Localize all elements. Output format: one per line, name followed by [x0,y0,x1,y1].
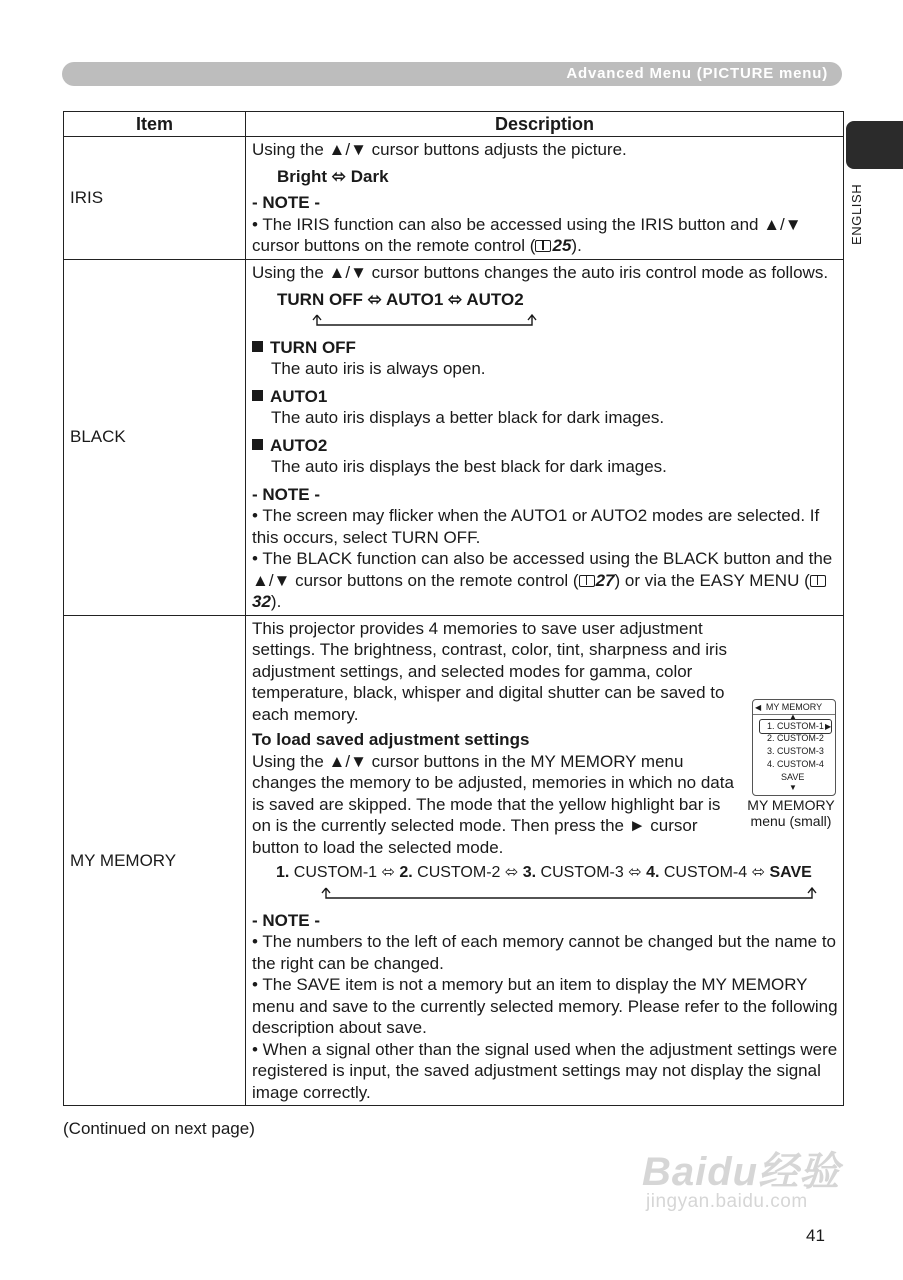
black-option-auto2 [252,435,838,478]
seq-save: SAVE [769,864,812,881]
iris-flow: Bright ⬄ Dark [277,166,389,186]
book-icon [810,575,826,587]
option-title: TURN OFF [270,337,356,357]
seq-item: CUSTOM-4 ⬄ [659,864,770,881]
continued-note: (Continued on next page) [63,1119,255,1138]
black-note-page-ref: 27 [595,570,615,590]
seq-num: 2. [399,864,413,881]
my-memory-note: • The numbers to the left of each memory cannot be changed but the name to the right can be changed. [252,932,836,973]
option-title: AUTO2 [270,435,328,455]
description-black [246,259,844,615]
page-number: 41 [806,1226,825,1245]
black-loop-arrow [252,311,838,333]
table-row-black [64,259,844,615]
description-iris [246,137,844,260]
memory-sequence [276,862,838,884]
watermark-brand: Baidu经验 [642,1150,841,1194]
option-title: AUTO1 [270,386,328,406]
seq-num: 3. [522,864,537,881]
panel-option[interactable]: 2. CUSTOM-2 [767,733,824,743]
seq-num: 1. [276,864,290,881]
panel-option[interactable]: 4. CUSTOM-4 [767,759,824,769]
item-name-black: BLACK [64,259,246,615]
panel-option[interactable]: 3. CUSTOM-3 [767,746,824,756]
black-note-2 [252,548,838,613]
my-memory-menu-panel [752,699,836,796]
my-memory-note: • The SAVE item is not a memory but an item to display the MY MEMORY menu and save to the currently selected memory. Please refer to the following description about save. [252,975,838,1037]
iris-note-end: ). [571,236,582,255]
table-row-my-memory [64,615,844,1106]
black-note-2-end: ). [270,592,282,611]
left-arrow-icon: ◀ [755,703,762,712]
panel-caption: MY MEMORY menu (small) [747,797,835,829]
book-icon [535,240,551,252]
seq-item: CUSTOM-2 ⬄ [412,864,523,881]
iris-note-text: • The IRIS function can also be accessed using the IRIS button and ▲/▼ cursor buttons on the remote control ( [252,214,802,255]
loop-arrow-icon [312,311,612,333]
book-icon [579,575,595,587]
black-flow: TURN OFF ⬄ AUTO1 ⬄ AUTO2 [277,290,524,309]
option-text: The auto iris is always open. [271,359,486,378]
my-memory-note: • When a signal other than the signal used when the adjustment settings were registered is input, the saved adjustment settings may not display the signal image correctly. [252,1039,838,1102]
down-arrow-icon: ▼ [789,783,797,792]
square-bullet-icon [252,341,263,352]
my-memory-note-title: - NOTE - [252,910,320,930]
black-note-2-text: ) or via the EASY MENU ( [614,570,810,590]
watermark [642,1140,840,1213]
description-my-memory [246,615,844,1106]
square-bullet-icon [252,439,263,450]
load-text: Using the ▲/▼ cursor buttons in the MY MEMORY menu changes the memory to be adjusted, memories in which no data is saved are skipped. The mode that the yellow highlight bar is on is the currently selected mode. Then press the ► cursor button to load the selected mode. [252,751,734,857]
panel-option-selected[interactable]: 1. CUSTOM-1 [759,719,832,734]
table-row-iris [64,137,844,260]
load-title: To load saved adjustment settings [252,730,530,749]
seq-item: CUSTOM-3 ⬄ [536,864,647,881]
language-tab [846,121,903,169]
black-option-turn-off [252,337,838,380]
memory-loop-arrow [252,884,838,906]
column-header-description: Description [246,112,844,137]
right-arrow-icon: ▶ [825,722,832,731]
black-note-page-ref: 32 [252,592,271,611]
panel-title: MY MEMORY [753,701,835,715]
seq-item: CUSTOM-1 ⬄ [289,864,400,881]
black-note-title: - NOTE - [252,484,320,504]
square-bullet-icon [252,390,263,401]
table-header-row [64,112,844,137]
iris-note [252,214,838,257]
up-arrow-icon: ▲ [789,712,797,721]
iris-intro: Using the ▲/▼ cursor buttons adjusts the picture. [252,140,627,159]
iris-note-page-ref: 25 [552,236,572,255]
black-intro: Using the ▲/▼ cursor buttons changes the auto iris control mode as follows. [252,262,829,282]
black-note-1: • The screen may flicker when the AUTO1 or AUTO2 modes are selected. If this occurs, select TURN OFF. [252,506,820,547]
item-name-iris: IRIS [64,137,246,260]
my-memory-intro: This projector provides 4 memories to save user adjustment settings. The brightness, contrast, color, tint, sharpness and iris adjustment settings, and selected modes for gamma, color temperature, black, whisper and digital shutter can be saved to each memory. [252,618,727,724]
option-text: The auto iris displays a better black for dark images. [271,408,665,427]
black-note-2-text: • The BLACK function can also be accessed using the BLACK button and the ▲/▼ cursor buttons on the remote control ( [252,549,833,590]
section-title: Advanced Menu (PICTURE menu) [566,65,828,82]
loop-arrow-icon [252,884,832,906]
item-name-my-memory: MY MEMORY [64,615,246,1106]
section-header-bar [62,62,842,86]
language-label: ENGLISH [849,183,864,245]
column-header-item: Item [64,112,246,137]
option-text: The auto iris displays the best black for dark images. [271,457,667,476]
iris-note-title: - NOTE - [252,193,320,212]
watermark-url: jingyan.baidu.com [646,1191,808,1212]
my-memory-load-section [252,702,838,858]
seq-num: 4. [646,864,660,881]
black-option-auto1 [252,386,838,429]
panel-option-save[interactable]: SAVE [781,772,805,782]
settings-table [63,111,844,1106]
